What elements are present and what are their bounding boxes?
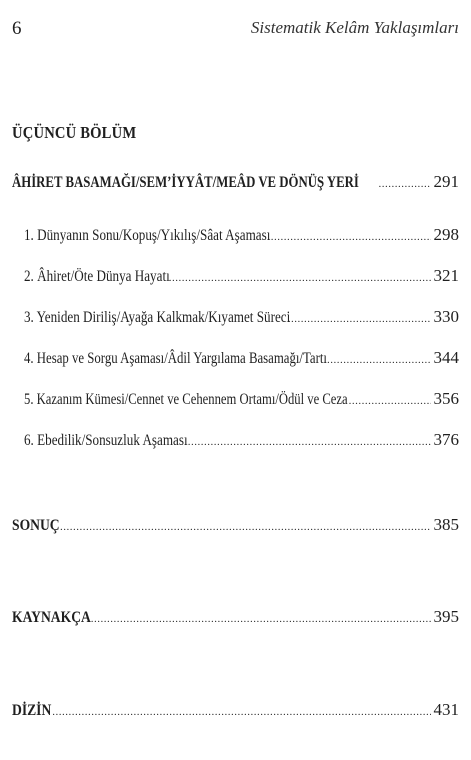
dot-leader — [52, 706, 430, 718]
toc-entry-label: SONUÇ — [12, 517, 60, 534]
dot-leader — [324, 354, 431, 366]
toc-entry-label: 1. Dünyanın Sonu/Kopuş/Yıkılış/Sâat Aşaması — [24, 227, 271, 244]
dot-leader — [379, 178, 431, 190]
toc-entry-label: KAYNAKÇA — [12, 609, 91, 626]
toc-entry-label: 6. Ebedilik/Sonsuzluk Aşaması — [24, 432, 188, 449]
toc-entry-label: 5. Kazanım Kümesi/Cennet ve Cehennem Ortamı/Ödül ve Ceza — [24, 391, 348, 408]
dot-leader — [349, 395, 431, 407]
toc-sub-entry — [24, 389, 459, 409]
toc-entry-page: 395 — [433, 607, 459, 626]
toc-sub-entry — [24, 430, 459, 450]
toc-entry-label: 3. Yeniden Diriliş/Ayağa Kalkmak/Kıyamet Süreci — [24, 309, 291, 326]
dot-leader — [169, 272, 431, 284]
page-header — [12, 18, 459, 42]
toc-entry-page: 298 — [433, 225, 459, 244]
toc-entry-label: 4. Hesap ve Sorgu Aşaması/Âdil Yargılama Basamağı/Tartı — [24, 350, 327, 367]
toc-end-entry — [12, 607, 459, 627]
toc-entry-page: 385 — [433, 515, 459, 534]
toc-sub-entry — [24, 307, 459, 327]
dot-leader — [91, 613, 431, 625]
toc-end-entry — [12, 700, 459, 720]
part-title: ÜÇÜNCÜ BÖLÜM — [12, 123, 137, 142]
toc-entry-page: 356 — [433, 389, 459, 408]
toc-entry-page: 321 — [433, 266, 459, 285]
page-number: 6 — [12, 18, 22, 39]
dot-leader — [288, 313, 431, 325]
toc-entry-label: 2. Âhiret/Öte Dünya Hayatı — [24, 268, 170, 285]
toc-sub-entry — [24, 266, 459, 286]
running-title: Sistematik Kelâm Yaklaşımları — [250, 18, 459, 37]
toc-entry-page: 330 — [433, 307, 459, 326]
dot-leader — [185, 436, 431, 448]
toc-entry-label: DİZİN — [12, 702, 52, 719]
toc-entry-page: 344 — [433, 348, 459, 367]
toc-entry-label: ÂHİRET BASAMAĞI/SEM’İYYÂT/MEÂD VE DÖNÜŞ YERİ — [12, 174, 359, 191]
toc-sub-entry — [24, 225, 459, 245]
dot-leader — [60, 521, 430, 533]
toc-end-entry — [12, 515, 459, 535]
toc-entry-page: 376 — [433, 430, 459, 449]
toc-sub-entry — [24, 348, 459, 368]
toc-main-entry — [12, 172, 459, 192]
dot-leader — [267, 231, 430, 243]
toc-entry-page: 291 — [433, 172, 459, 191]
toc-entry-page: 431 — [433, 700, 459, 719]
